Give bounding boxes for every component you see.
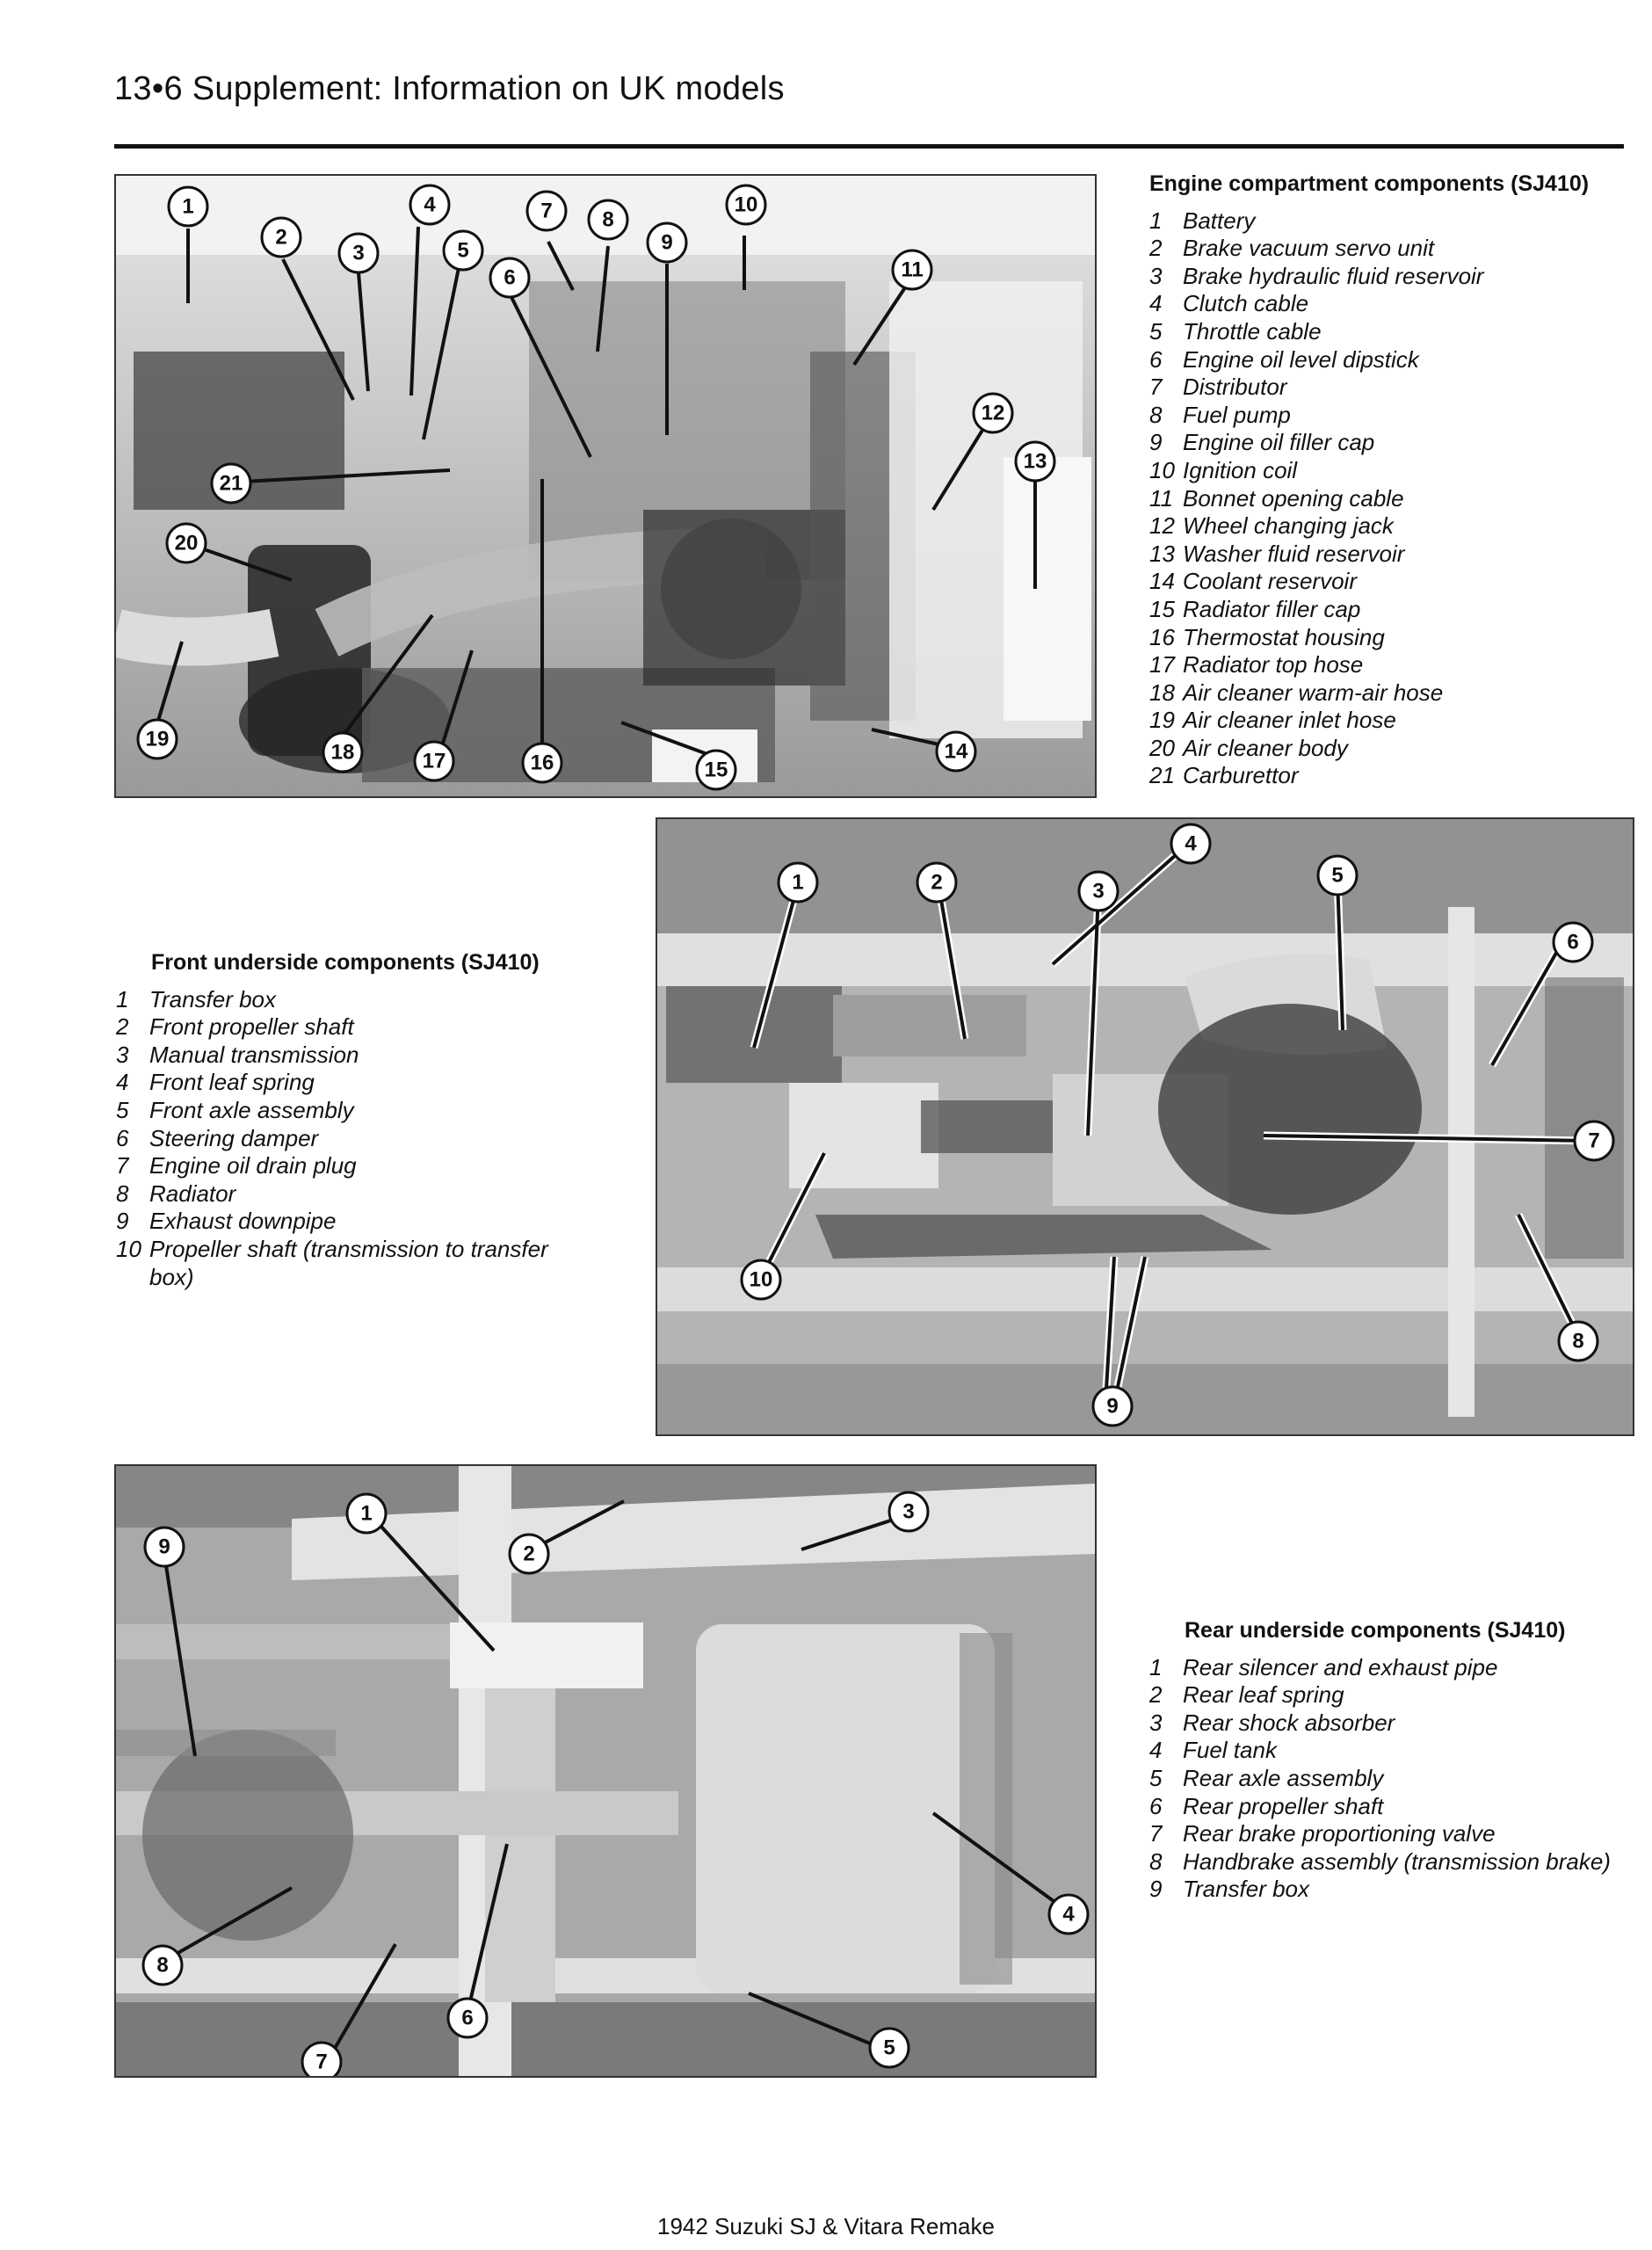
list-item: 12 Wheel changing jack bbox=[1149, 512, 1394, 540]
list-item: 21 Carburettor bbox=[1149, 762, 1299, 789]
svg-text:3: 3 bbox=[352, 241, 365, 265]
svg-text:19: 19 bbox=[145, 727, 170, 751]
svg-text:5: 5 bbox=[883, 2036, 895, 2060]
svg-text:10: 10 bbox=[749, 1267, 773, 1292]
svg-text:13: 13 bbox=[1023, 449, 1047, 474]
list-item: 8 Radiator bbox=[116, 1179, 236, 1207]
list-item: 8 Fuel pump bbox=[1149, 401, 1291, 428]
list-item: 14 Coolant reservoir bbox=[1149, 568, 1357, 595]
svg-text:2: 2 bbox=[275, 225, 287, 250]
svg-text:3: 3 bbox=[1092, 879, 1105, 904]
list-item: 9 Transfer box bbox=[1149, 1876, 1310, 1903]
list-item: 4 Front leaf spring bbox=[116, 1069, 315, 1096]
engine-legend-title: Engine compartment components (SJ410) bbox=[1149, 171, 1590, 196]
svg-text:9: 9 bbox=[158, 1535, 170, 1559]
page-footer: 1942 Suzuki SJ & Vitara Remake bbox=[657, 2213, 995, 2239]
front-underside-photo bbox=[656, 817, 1634, 1436]
list-item: 9 Engine oil filler cap bbox=[1149, 429, 1375, 456]
svg-text:12: 12 bbox=[981, 401, 1005, 425]
svg-text:5: 5 bbox=[457, 238, 469, 263]
list-item: 1 Battery bbox=[1149, 207, 1256, 234]
svg-text:11: 11 bbox=[901, 258, 924, 282]
list-item: 17 Radiator top hose bbox=[1149, 651, 1364, 679]
list-item: 11 Bonnet opening cable bbox=[1149, 484, 1404, 512]
svg-text:9: 9 bbox=[661, 230, 673, 255]
svg-text:20: 20 bbox=[174, 531, 199, 555]
svg-text:10: 10 bbox=[734, 192, 758, 217]
svg-text:16: 16 bbox=[530, 751, 554, 775]
engine-photo-illustration bbox=[116, 176, 1095, 796]
front-photo-illustration bbox=[657, 819, 1633, 1434]
engine-legend-list bbox=[1149, 207, 1641, 790]
front-legend-title: Front underside components (SJ410) bbox=[151, 950, 540, 975]
page-header: 13•6 Supplement: Information on UK models bbox=[114, 70, 785, 107]
rear-underside-photo bbox=[114, 1464, 1097, 2078]
list-item: 15 Radiator filler cap bbox=[1149, 595, 1361, 622]
list-item: 10 Propeller shaft (transmission to transfer box) bbox=[116, 1235, 548, 1290]
svg-text:1: 1 bbox=[792, 870, 804, 895]
list-item: 1 Transfer box bbox=[116, 985, 277, 1012]
svg-text:1: 1 bbox=[182, 194, 194, 219]
list-item: 16 Thermostat housing bbox=[1149, 623, 1385, 650]
svg-text:17: 17 bbox=[422, 749, 446, 773]
svg-text:6: 6 bbox=[504, 265, 516, 290]
list-item: 1 Rear silencer and exhaust pipe bbox=[1149, 1653, 1498, 1680]
list-item: 5 Front axle assembly bbox=[116, 1096, 354, 1123]
svg-text:1: 1 bbox=[360, 1501, 373, 1526]
list-item: 7 Rear brake proportioning valve bbox=[1149, 1820, 1496, 1847]
svg-text:2: 2 bbox=[523, 1542, 535, 1566]
list-item: 2 Front propeller shaft bbox=[116, 1013, 354, 1041]
list-item: 4 Clutch cable bbox=[1149, 290, 1309, 317]
svg-text:4: 4 bbox=[424, 192, 436, 217]
engine-compartment-photo bbox=[114, 174, 1097, 798]
rear-underside-legend bbox=[1149, 1617, 1641, 1904]
list-item: 18 Air cleaner warm-air hose bbox=[1149, 679, 1444, 706]
engine-legend bbox=[1149, 171, 1641, 790]
svg-text:4: 4 bbox=[1062, 1902, 1075, 1927]
list-item: 20 Air cleaner body bbox=[1149, 734, 1348, 761]
svg-text:8: 8 bbox=[602, 207, 614, 232]
list-item: 3 Manual transmission bbox=[116, 1041, 359, 1068]
front-legend-list bbox=[116, 986, 591, 1292]
svg-text:6: 6 bbox=[461, 2006, 474, 2030]
front-underside-legend bbox=[116, 949, 591, 1291]
svg-text:18: 18 bbox=[330, 740, 355, 765]
svg-text:8: 8 bbox=[1572, 1329, 1584, 1354]
list-item: 2 Brake vacuum servo unit bbox=[1149, 235, 1435, 262]
list-item: 5 Rear axle assembly bbox=[1149, 1764, 1384, 1791]
list-item: 6 Rear propeller shaft bbox=[1149, 1792, 1384, 1819]
list-item: 19 Air cleaner inlet hose bbox=[1149, 707, 1396, 734]
list-item: 5 Throttle cable bbox=[1149, 317, 1322, 345]
list-item: 3 Rear shock absorber bbox=[1149, 1709, 1395, 1736]
list-item: 4 Fuel tank bbox=[1149, 1737, 1277, 1764]
svg-text:5: 5 bbox=[1331, 863, 1344, 888]
svg-text:6: 6 bbox=[1567, 930, 1579, 954]
svg-text:9: 9 bbox=[1106, 1394, 1119, 1419]
header-rule bbox=[114, 144, 1624, 149]
rear-photo-illustration bbox=[116, 1466, 1095, 2076]
svg-text:15: 15 bbox=[704, 758, 728, 782]
list-item: 9 Exhaust downpipe bbox=[116, 1208, 337, 1235]
svg-text:21: 21 bbox=[219, 471, 243, 496]
list-item: 10 Ignition coil bbox=[1149, 456, 1298, 483]
svg-text:7: 7 bbox=[540, 199, 553, 223]
svg-text:7: 7 bbox=[315, 2050, 328, 2074]
list-item: 3 Brake hydraulic fluid reservoir bbox=[1149, 262, 1484, 289]
list-item: 8 Handbrake assembly (transmission brake) bbox=[1149, 1847, 1611, 1875]
list-item: 2 Rear leaf spring bbox=[1149, 1681, 1344, 1709]
rear-legend-list bbox=[1149, 1654, 1641, 1904]
svg-text:3: 3 bbox=[902, 1499, 915, 1524]
list-item: 6 Engine oil level dipstick bbox=[1149, 345, 1419, 373]
list-item: 7 Engine oil drain plug bbox=[116, 1152, 357, 1179]
list-item: 13 Washer fluid reservoir bbox=[1149, 540, 1405, 567]
list-item: 7 Distributor bbox=[1149, 374, 1287, 401]
svg-text:2: 2 bbox=[931, 870, 943, 895]
svg-text:14: 14 bbox=[944, 739, 968, 764]
rear-legend-title: Rear underside components (SJ410) bbox=[1185, 1618, 1566, 1643]
svg-text:4: 4 bbox=[1185, 831, 1197, 856]
svg-text:8: 8 bbox=[156, 1953, 169, 1978]
list-item: 6 Steering damper bbox=[116, 1124, 319, 1151]
svg-text:7: 7 bbox=[1588, 1129, 1600, 1153]
